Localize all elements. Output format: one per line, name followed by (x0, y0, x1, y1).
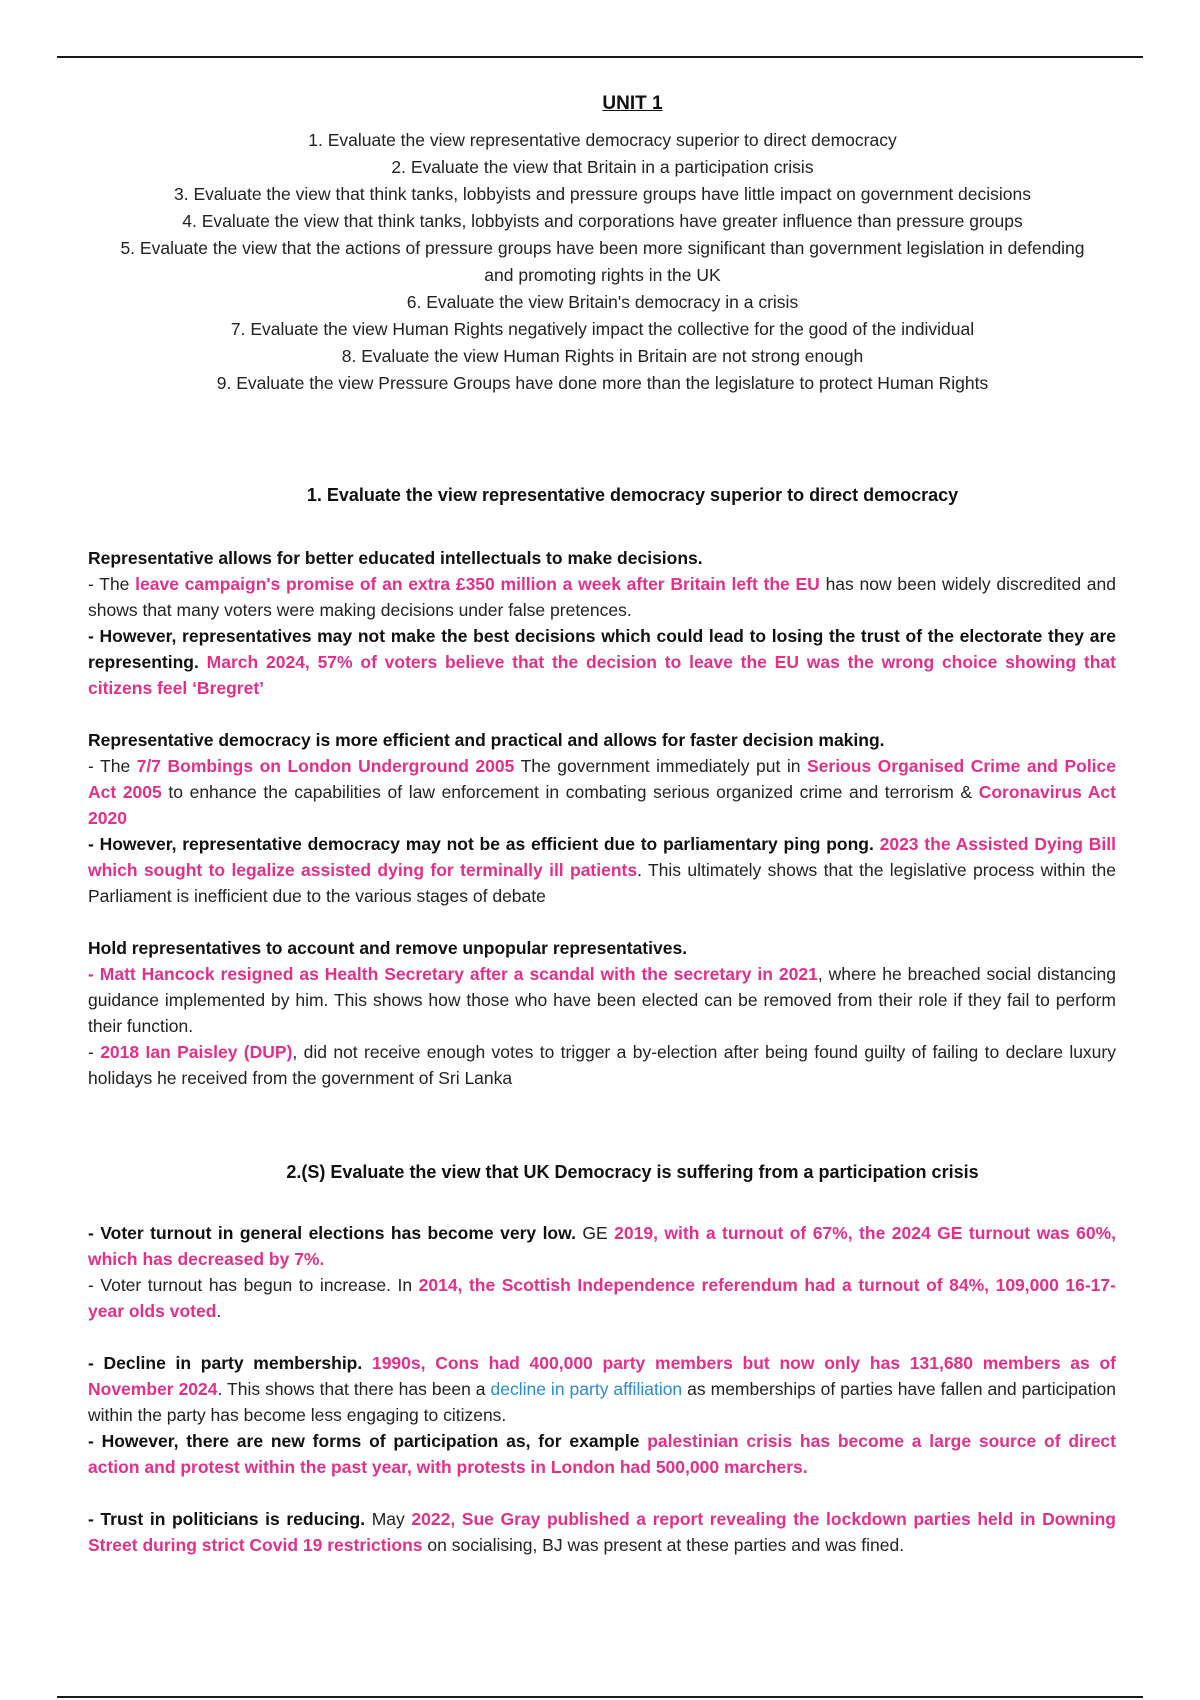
toc-item: 1. Evaluate the view representative democracy superior to direct democracy (308, 130, 897, 150)
point-heading: Hold representatives to account and remove unpopular representatives. (88, 938, 688, 958)
highlight-evidence: 7/7 Bombings on London Underground 2005 (136, 756, 515, 776)
section-2-body (88, 1220, 1116, 1558)
toc-item: 2. Evaluate the view that Britain in a participation crisis (391, 157, 814, 177)
toc-item: 4. Evaluate the view that think tanks, lobbyists and corporations have greater influence than pressure groups (182, 211, 1023, 231)
table-of-contents (90, 127, 1115, 397)
toc-item: 8. Evaluate the view Human Rights in Britain are not strong enough (341, 346, 864, 366)
counter-line: - However, representatives may not make the best decisions which could lead to losing the trust of the electorate they are representing. March 2024, 57% of voters believe that the decision to leave the EU was the wrong choice showing that citizens feel ‘Bregret’ (88, 626, 1116, 698)
highlight-evidence: palestinian crisis has become a large source of direct action and protest within the past year, with protests in London had 500,000 marchers. (88, 1431, 1116, 1477)
highlight-evidence: - Matt Hancock resigned as Health Secretary after a scandal with the secretary in 2021 (88, 964, 818, 984)
toc-item: 7. Evaluate the view Human Rights negatively impact the collective for the good of the individual (230, 319, 975, 339)
evidence-line: - Voter turnout in general elections has become very low. GE 2019, with a turnout of 67%, the 2024 GE turnout was 60%, which has decreased by 7%. (88, 1223, 1116, 1269)
highlight-evidence: Coronavirus Act 2020 (88, 782, 1116, 828)
highlight-evidence: March 2024, 57% of voters believe that the decision to leave the EU was the wrong choice showing that citizens feel ‘Bregret’ (88, 652, 1116, 698)
evidence-line: - Decline in party membership. 1990s, Cons had 400,000 party members but now only has 131,680 members as of November 2024. This shows that there has been a decline in party affiliation as memberships of parties have fallen and participation within the party has become less engaging to citizens. (88, 1353, 1116, 1425)
evidence-line: - 2018 Ian Paisley (DUP), did not receive enough votes to trigger a by-election after being found guilty of failing to declare luxury holidays he received from the government of Sri Lanka (88, 1042, 1116, 1088)
highlight-evidence: 1990s, Cons had 400,000 party members but now only has 131,680 members as of November 2024 (88, 1353, 1116, 1399)
evidence-line: - The 7/7 Bombings on London Underground 2005 The government immediately put in Serious Organised Crime and Police Act 2005 to enhance the capabilities of law enforcement in combating serious organized crime and terrorism & Coronavirus Act 2020 (88, 756, 1117, 828)
counter-line: - However, there are new forms of participation as, for example palestinian crisis has become a large source of direct action and protest within the past year, with protests in London had 500,000 marchers. (88, 1431, 1116, 1477)
highlight-evidence: 2018 Ian Paisley (DUP) (100, 1042, 293, 1062)
key-term: decline in party affiliation (490, 1379, 683, 1399)
counter-line: - Voter turnout has begun to increase. In 2014, the Scottish Independence referendum had a turnout of 84%, 109,000 16-17-year olds voted. (88, 1275, 1116, 1321)
highlight-evidence: 2014, the Scottish Independence referendum had a turnout of 84%, 109,000 16-17-year olds voted (88, 1275, 1116, 1321)
top-rule (57, 56, 1143, 58)
highlight-evidence: leave campaign's promise of an extra £350 million a week after Britain left the EU (135, 574, 820, 594)
page-title: UNIT 1 (602, 93, 663, 114)
toc-item: 3. Evaluate the view that think tanks, lobbyists and pressure groups have little impact on government decisions (174, 184, 1031, 204)
toc-item: 5. Evaluate the view that the actions of pressure groups have been more significant than government legislation in defending and promoting rights in the UK (120, 238, 1085, 285)
evidence-line: - Trust in politicians is reducing. May 2022, Sue Gray published a report revealing the lockdown parties held in Downing Street during strict Covid 19 restrictions on socialising, BJ was present at these parties and was fined. (88, 1509, 1116, 1555)
highlight-evidence: Serious Organised Crime and Police Act 2005 (88, 756, 1117, 802)
section-2-heading: 2.(S) Evaluate the view that UK Democracy is suffering from a participation crisis (286, 1162, 979, 1182)
highlight-evidence: 2023 the Assisted Dying Bill which sought to legalize assisted dying for terminally ill patients (88, 834, 1116, 880)
evidence-line: - Matt Hancock resigned as Health Secretary after a scandal with the secretary in 2021, where he breached social distancing guidance implemented by him. This shows how those who have been elected can be removed from their role if they fail to perform their function. (88, 964, 1116, 1036)
section-1-heading: 1. Evaluate the view representative democracy superior to direct democracy (306, 485, 959, 505)
section-1-body (88, 545, 1116, 1091)
point-heading: Representative allows for better educated intellectuals to make decisions. (88, 548, 703, 568)
highlight-evidence: 2022, Sue Gray published a report revealing the lockdown parties held in Downing Street during strict Covid 19 restrictions (88, 1509, 1116, 1555)
toc-item: 9. Evaluate the view Pressure Groups have done more than the legislature to protect Human Rights (216, 373, 989, 393)
toc-item: 6. Evaluate the view Britain's democracy in a crisis (406, 292, 799, 312)
counter-line: - However, representative democracy may not be as efficient due to parliamentary ping pong. 2023 the Assisted Dying Bill which sought to legalize assisted dying for terminally ill patients. This ultimately shows that the legislative process within the Parliament is inefficient due to the various stages of debate (88, 834, 1117, 906)
evidence-line: - The leave campaign's promise of an extra £350 million a week after Britain left the EU has now been widely discredited and shows that many voters were making decisions under false pretences. (88, 574, 1116, 620)
point-heading: Representative democracy is more efficient and practical and allows for faster decision making. (88, 730, 885, 750)
bottom-rule (57, 1696, 1143, 1698)
highlight-evidence: 2019, with a turnout of 67%, the 2024 GE turnout was 60%, which has decreased by 7%. (88, 1223, 1116, 1269)
